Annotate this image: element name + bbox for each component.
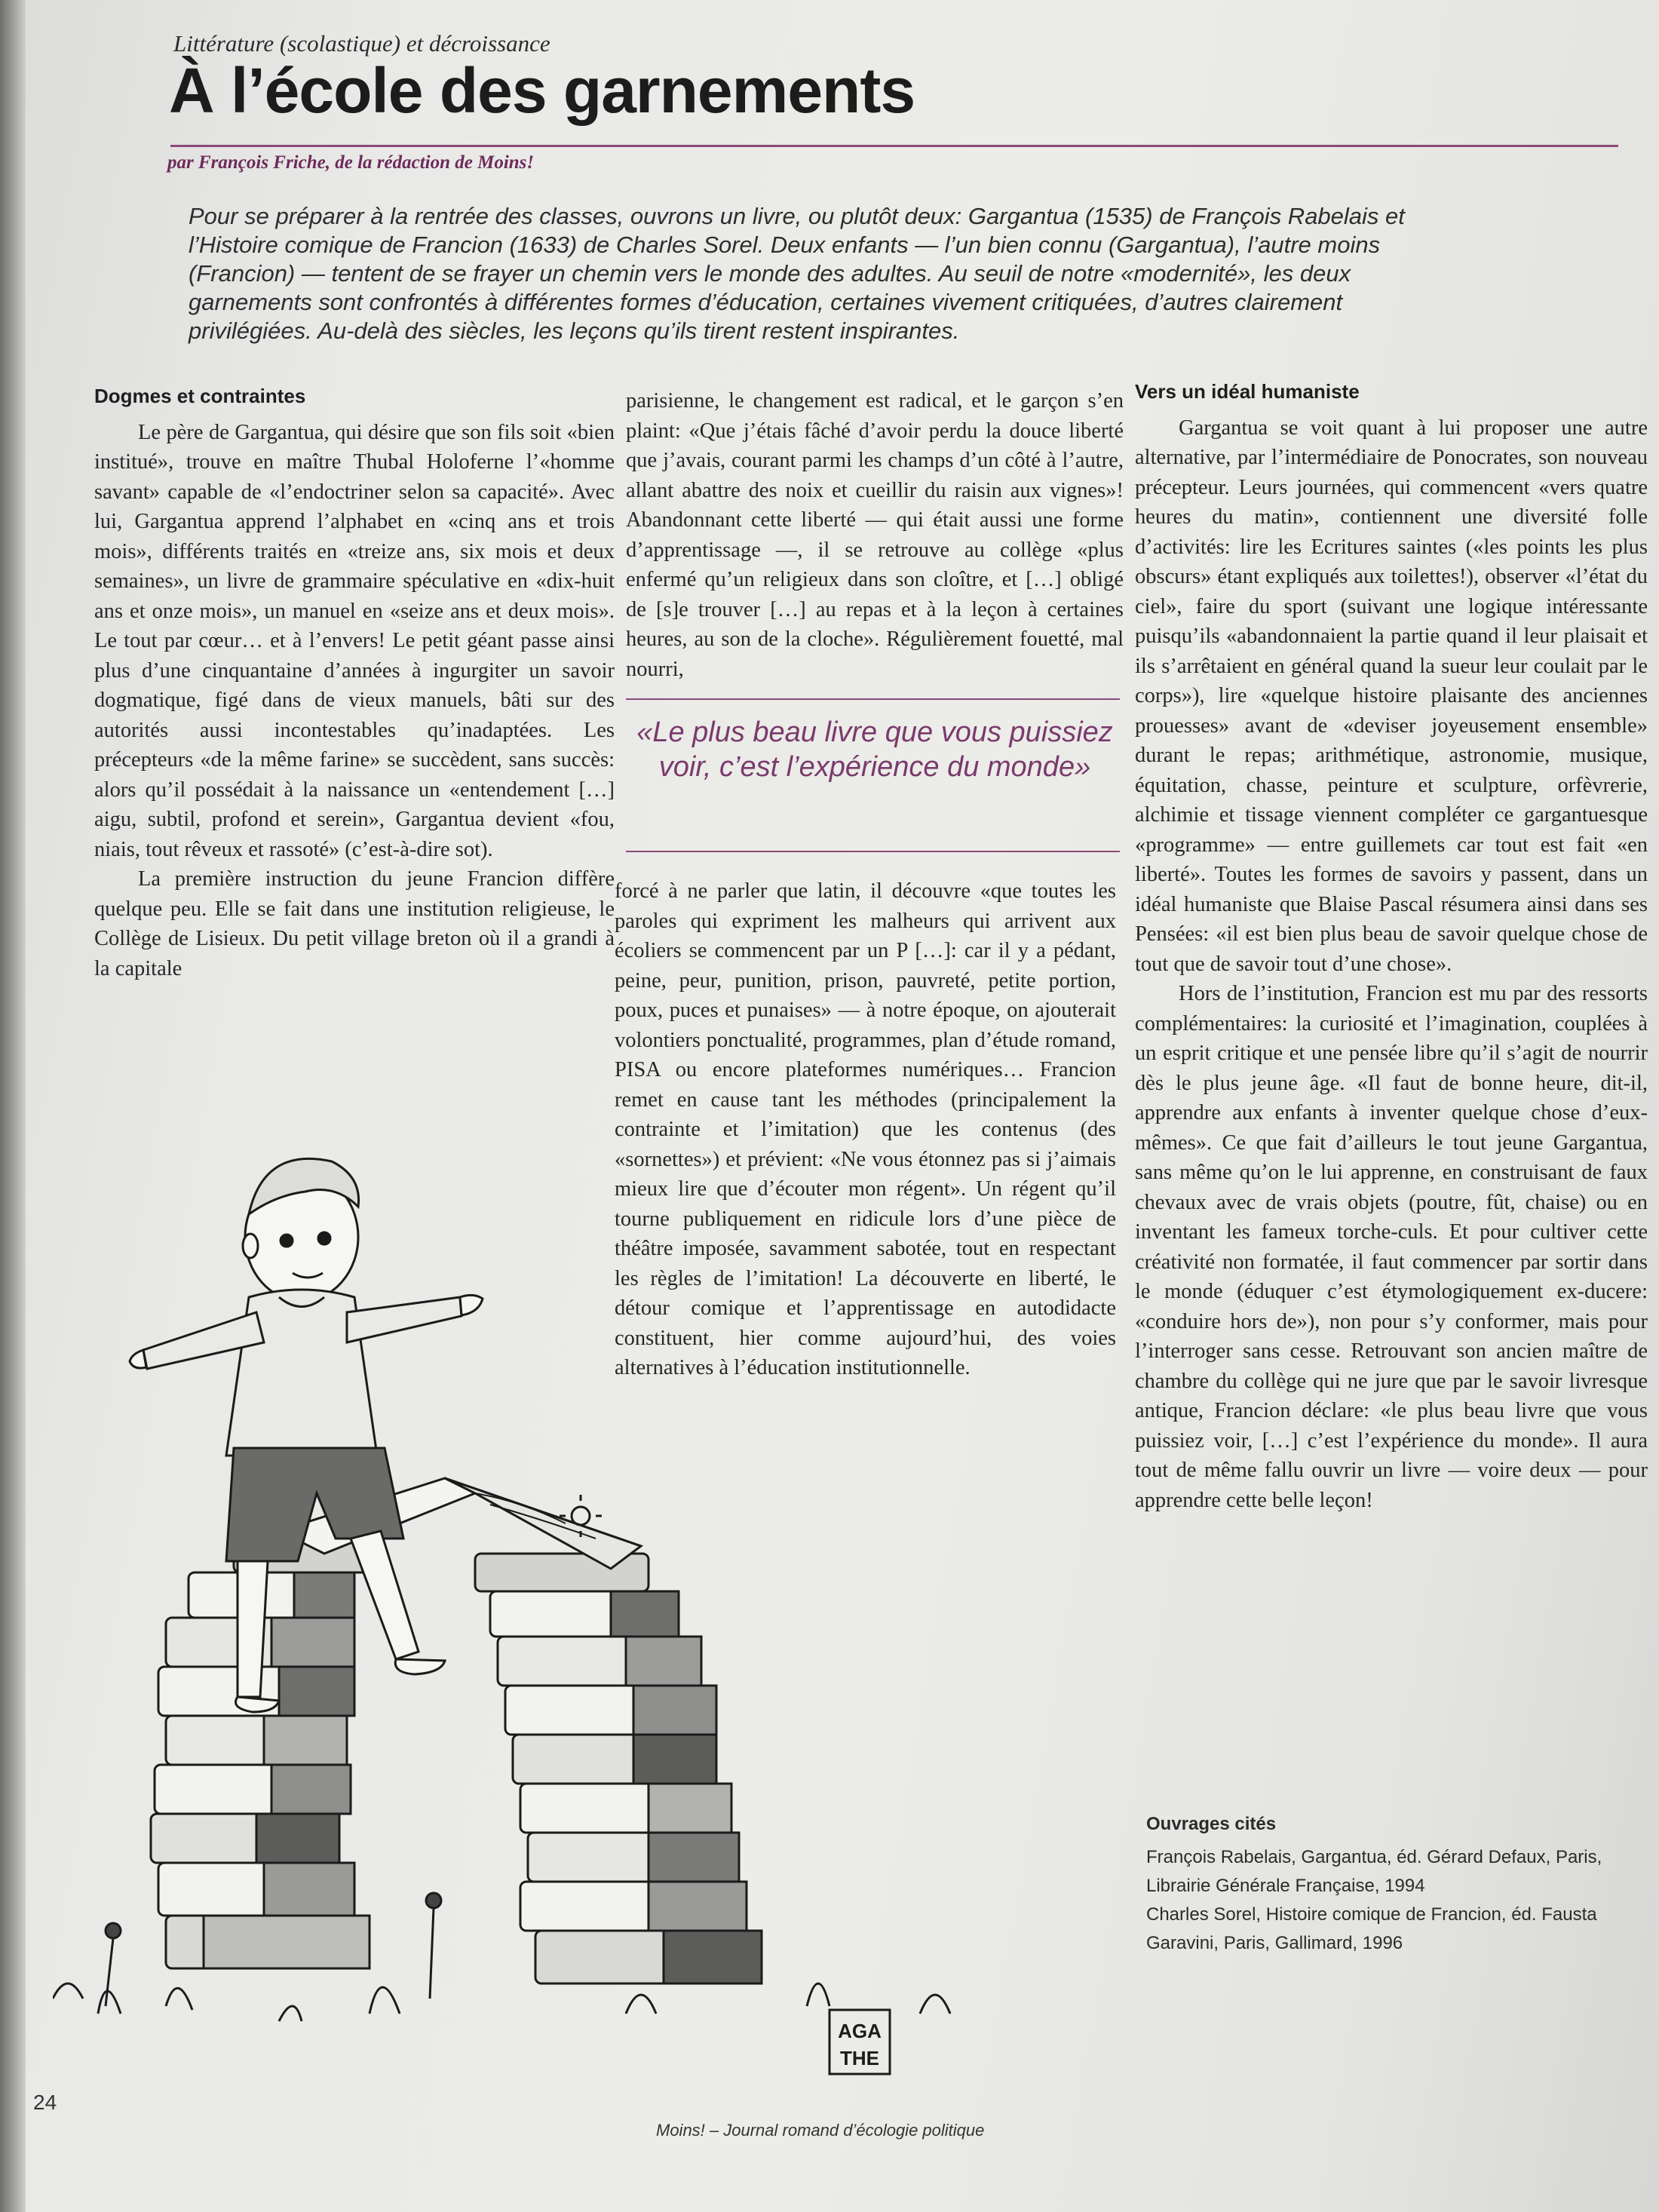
illustrator-signature-line1: AGA — [838, 2020, 882, 2042]
publication-name: Moins! – Journal romand d’écologie politique — [656, 2121, 985, 2140]
paragraph: Gargantua se voit quant à lui proposer une autre alternative, par l’intermédiaire de Ponocrates, son nouveau précepteur. Leurs journées, qui commencent «vers quatre heures du matin», contiennent une diversité folle d’activités: lire les Ecritures saintes («les points les plus obscurs» étant expliqués aux toilettes!), observer «l’état du ciel», faire du sport (suivant une logique intéressante puisqu’ils «abandonnaient la partie quand il leur plaisait et ils s’arrêtaient en général quand la sueur leur coulait par le corps»), lire «quelque histoire plaisante des anciennes prouesses» avant de «deviser joyeusement ensemble» durant le repas; arithmétique, astronomie, musique, équitation, chasse, peinture et sculpture, orfèvrerie, alchimie et tissage viennent compléter ce gargantuesque «programme» — entre guillemets car tout est fait «en liberté». Toutes les formes de savoirs y passent, dans un idéal humaniste que Blaise Pascal résumera ainsi dans ses Pensées: «il est bien plus beau de savoir quelque chose de tout que de savoir tout d’une chose». — [1135, 416, 1648, 976]
boy-on-book-bridge-illustration — [53, 1071, 1078, 2097]
publication-footer — [656, 2121, 984, 2140]
column-middle-top — [626, 386, 1124, 684]
article-byline: par François Friche, de la rédaction de Moins! — [167, 152, 535, 173]
works-cited-heading: Ouvrages cités — [1146, 1814, 1277, 1834]
citation: Charles Sorel, Histoire comique de Francion, éd. Fausta Garavini, Paris, Gallimard, 1996 — [1146, 1904, 1597, 1953]
column-left — [94, 382, 615, 983]
page-fold-shadow — [0, 0, 26, 2212]
page-number: 24 — [33, 2091, 57, 2114]
works-cited — [1146, 1810, 1644, 1958]
paragraph: Le père de Gargantua, qui désire que son fils soit «bien institué», trouve en maître Thubal Holoferne l’«homme savant» capable de «l’endoctriner selon sa capacité». Avec lui, Gargantua apprend l’alphabet en «cinq ans et trois mois», différents traités en «treize ans, six mois et deux semaines», un livre de grammaire spéculative en «dix-huit ans et onze mois», un manuel en «seize ans et deux mois». Le tout par cœur… et à l’envers! Le petit géant passe ainsi plus d’une cinquantaine d’années à ingurgiter un savoir dogmatique, figé dans de vieux manuels, bâti sur des autorités aussi incontestables qu’inadaptées. Les précepteurs «de la même farine» se succèdent, sans succès: alors qu’il possédait à la naissance un «entendement […] aigu, subtil, profond et serein», Gargantua devient «fou, niais, tout rêveux et rassoté» (c’est-à-dire sot). — [94, 420, 615, 861]
title-divider — [170, 145, 1618, 147]
pull-quote: «Le plus beau livre que vous puissiez voir, c’est l’expérience du monde» — [636, 716, 1113, 783]
pullquote-rule-top — [626, 698, 1120, 700]
illustrator-signature-line2: THE — [840, 2047, 879, 2069]
pullquote-rule-bottom — [626, 851, 1120, 852]
article-kicker: Littérature (scolastique) et décroissance — [173, 30, 550, 57]
section-heading-dogmes: Dogmes et contraintes — [94, 385, 306, 407]
paragraph: parisienne, le changement est radical, et le garçon s’en plaint: «Que j’étais fâché d’avoir perdu la douce liberté que j’avais, courant parmi les champs d’un côté à l’autre, allant abattre des noix et cueillir du raisin aux vignes»! Abandonnant cette liberté — qui était aussi une forme d’apprentissage —, il se retrouve au collège «plus enfermé qu’un religieux dans son cloître, et […] obligé de [s]e trouver […] au repas et à la leçon à certaines heures, au son de la cloche». Régulièrement fouetté, mal nourri, — [626, 389, 1124, 681]
article-lead: Pour se préparer à la rentrée des classes, ouvrons un livre, ou plutôt deux: Gargantua (1535) de François Rabelais et l’Histoire comique de Francion (1633) de Charles Sorel. Deux enfants — l’un bien connu (Gargantua), l’autre moins (Francion) — tentent de se frayer un chemin vers le monde des adultes. Au seuil de notre «modernité», les deux garnements sont confrontés à différentes formes d’éducation, certaines vivement critiquées, d’autres clairement privilégiées. Au-delà des siècles, les leçons qu’ils tirent restent inspirantes. — [189, 203, 1405, 344]
citation: François Rabelais, Gargantua, éd. Gérard Defaux, Paris, Librairie Générale Française, 1994 — [1146, 1847, 1602, 1896]
section-heading-humaniste: Vers un idéal humaniste — [1135, 380, 1360, 403]
paragraph: La première instruction du jeune Francion diffère quelque peu. Elle se fait dans une institution religieuse, le Collège de Lisieux. Du petit village breton où il a grandi à la capitale — [94, 867, 615, 980]
column-right — [1135, 377, 1648, 1515]
paragraph: forcé à ne parler que latin, il découvre «que toutes les paroles qui expriment les malheurs qui arrivent aux écoliers se commencent par un P […]: car il y a pédant, peine, peur, punition, prison, pauvreté, petite portion, poux, puces et punaises» — à notre époque, on ajouterait volontiers ponctualité, programmes, plan d’étude romand, PISA ou encore plateformes numériques… Francion remet en cause tant les méthodes (principalement la contrainte et l’imitation) que les contenus (des «sornettes») et prévient: «Ne vous étonnez pas si j’aimais mieux lire que d’écouter mon régent». Un régent qu’il tourne publiquement en ridicule lors d’une pièce de théâtre imposée, savamment sabotée, tout en respectant les règles de l’imitation! La découverte en liberté, le détour comique et l’apprentissage en autodidacte constituent, hier comme aujourd’hui, des voies alternatives à l’éducation institutionnelle. — [615, 879, 1116, 1379]
article-title: À l’école des garnements — [169, 55, 915, 126]
paragraph: Hors de l’institution, Francion est mu par des ressorts complémentaires: la curiosité et l’imagination, couplées à un esprit critique et une pensée libre qu’il s’agit de nourrir dès le plus jeune âge. «Il faut de bonne heure, dit-il, apprendre aux enfants à inventer quelque chose d’eux-mêmes». Ce que fait d’ailleurs le tout jeune Gargantua, sans même qu’on le lui apprenne, en construisant de faux chevaux avec de vrais objets (poutre, fût, chaise) ou en inventant les fameux torche-culs. Et pour cultiver cette créativité non formatée, il faut commencer par sortir dans le monde (éduquer c’est étymologiquement ex-ducere: «conduire hors de»), non pour s’y conformer, mais pour l’interroger sans cesse. Retrouvant son ancien maître de chambre du collège qui ne jure que par le savoir livresque antique, Francion déclare: «le plus beau livre que vous puissiez voir, […] c’est l’expérience du monde». Il aura tout de même fallu ouvrir un livre — voire deux — pour apprendre cette belle leçon! — [1135, 982, 1648, 1512]
